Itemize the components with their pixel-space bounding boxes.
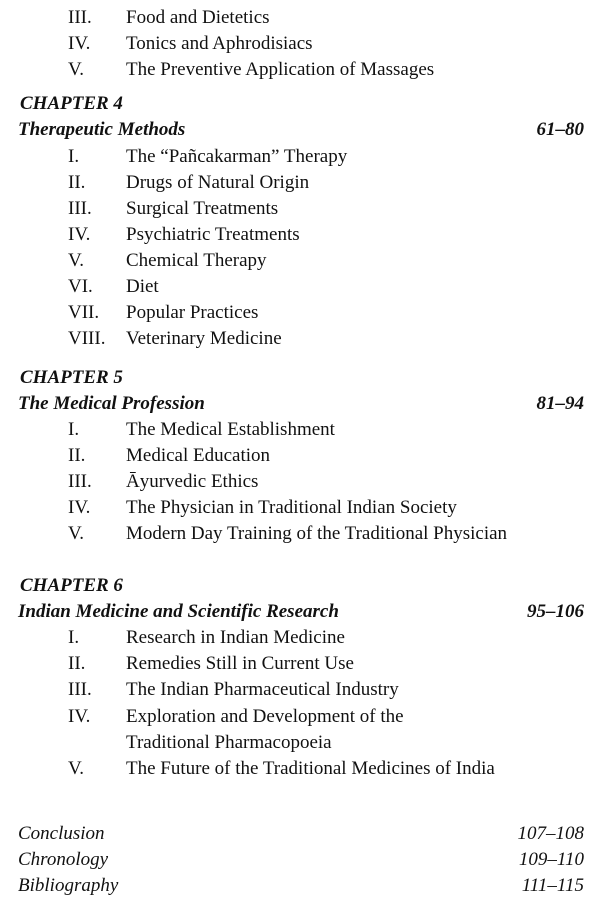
section-number: V. xyxy=(68,523,85,544)
back-matter-pages: 111–115 xyxy=(521,875,584,896)
back-matter-title: Chronology xyxy=(18,849,109,870)
section-number: II. xyxy=(68,445,86,466)
section-number: I. xyxy=(68,146,80,167)
section-title: Chemical Therapy xyxy=(126,250,267,271)
section-number: VIII. xyxy=(68,328,106,349)
section-title: Research in Indian Medicine xyxy=(126,627,345,648)
section-number: III. xyxy=(68,471,92,492)
section-number: IV. xyxy=(68,497,91,518)
section-number: II. xyxy=(68,172,86,193)
section-number: V. xyxy=(68,758,85,779)
section-title: Popular Practices xyxy=(126,302,259,323)
chapter-title: Therapeutic Methods xyxy=(18,119,186,140)
back-matter-pages: 109–110 xyxy=(518,849,584,870)
section-title: Medical Education xyxy=(126,445,271,466)
section-number: IV. xyxy=(68,33,91,54)
chapter-pages: 81–94 xyxy=(536,393,584,414)
chapter-label: CHAPTER 6 xyxy=(20,575,123,596)
section-title: Exploration and Development of the xyxy=(126,706,404,727)
section-title: The Indian Pharmaceutical Industry xyxy=(126,679,399,700)
section-title: Remedies Still in Current Use xyxy=(126,653,354,674)
section-number: I. xyxy=(68,627,80,648)
section-title: Tonics and Aphrodisiacs xyxy=(126,33,313,54)
section-title: Surgical Treatments xyxy=(126,198,279,219)
section-title: Āyurvedic Ethics xyxy=(126,471,259,492)
section-number: IV. xyxy=(68,224,91,245)
back-matter-title: Bibliography xyxy=(18,875,119,896)
section-title: The Future of the Traditional Medicines of India xyxy=(126,758,495,779)
section-number: III. xyxy=(68,198,92,219)
section-title: Drugs of Natural Origin xyxy=(126,172,310,193)
chapter-pages: 61–80 xyxy=(536,119,584,140)
section-title: Modern Day Training of the Traditional Physician xyxy=(126,523,508,544)
section-title: The “Pañcakarman” Therapy xyxy=(126,146,348,167)
section-number: III. xyxy=(68,7,92,28)
section-title: The Preventive Application of Massages xyxy=(126,59,435,80)
section-number: VII. xyxy=(68,302,100,323)
section-number: IV. xyxy=(68,706,91,727)
section-title: Diet xyxy=(126,276,159,297)
section-number: III. xyxy=(68,679,92,700)
section-title: Psychiatric Treatments xyxy=(126,224,300,245)
section-title-continued: Traditional Pharmacopoeia xyxy=(126,732,332,753)
section-number: V. xyxy=(68,59,85,80)
chapter-title: Indian Medicine and Scientific Research xyxy=(18,601,339,622)
section-number: II. xyxy=(68,653,86,674)
chapter-title: The Medical Profession xyxy=(18,393,205,414)
chapter-label: CHAPTER 5 xyxy=(20,367,123,388)
section-number: VI. xyxy=(68,276,93,297)
section-title: Food and Dietetics xyxy=(126,7,270,28)
section-number: V. xyxy=(68,250,85,271)
back-matter-title: Conclusion xyxy=(18,823,105,844)
section-title: The Physician in Traditional Indian Society xyxy=(126,497,457,518)
chapter-label: CHAPTER 4 xyxy=(20,93,123,114)
back-matter-pages: 107–108 xyxy=(517,823,584,844)
section-title: Veterinary Medicine xyxy=(126,328,282,349)
section-title: The Medical Establishment xyxy=(126,419,335,440)
section-number: I. xyxy=(68,419,80,440)
chapter-pages: 95–106 xyxy=(527,601,584,622)
